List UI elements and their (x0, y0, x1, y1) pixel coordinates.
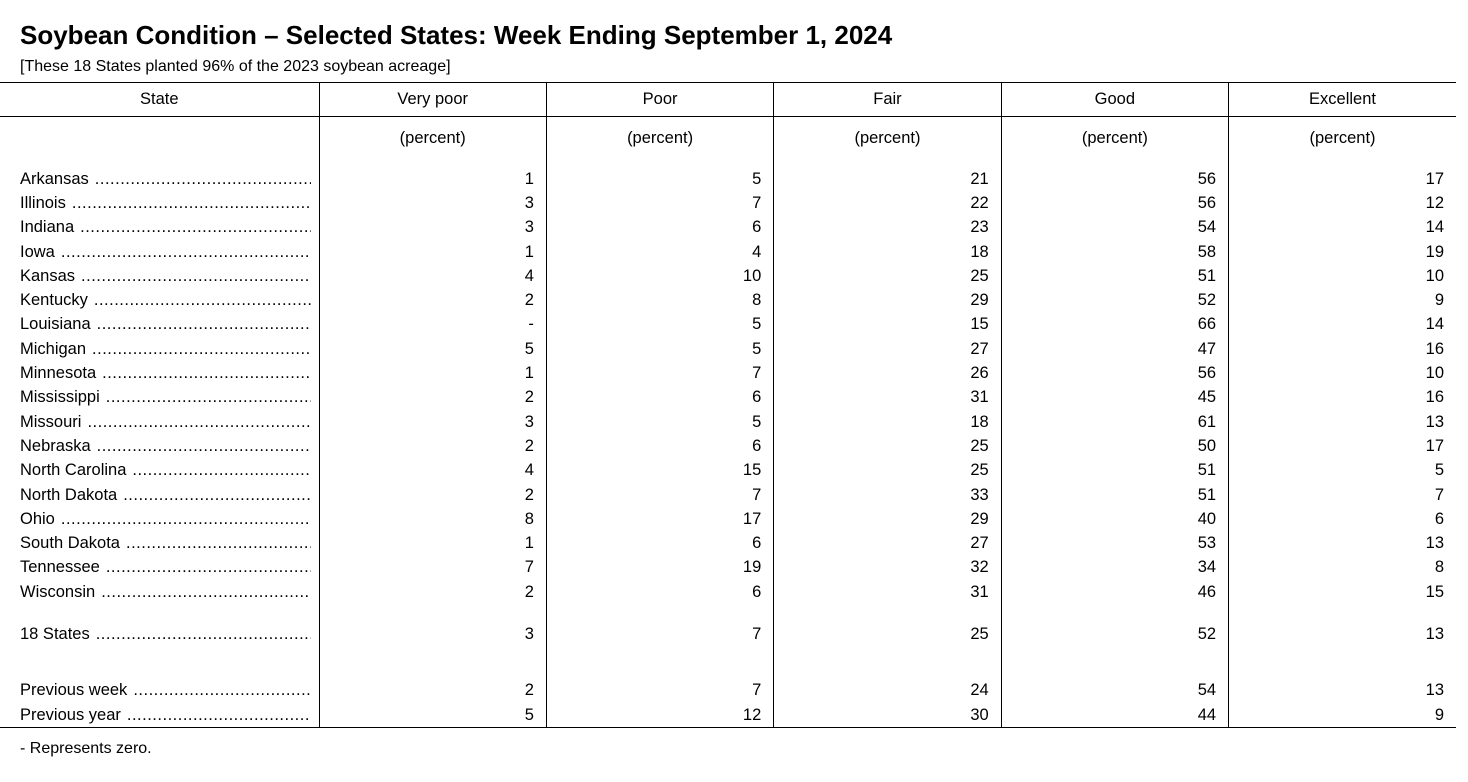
page-title: Soybean Condition – Selected States: Week Ending September 1, 2024 (20, 20, 893, 50)
value-good: 45 (1001, 386, 1228, 410)
table-body (0, 117, 1456, 728)
dot-leader (106, 388, 311, 407)
spacer-cell (319, 604, 546, 622)
column-header-fair: Fair (774, 83, 1001, 117)
value-very-poor: 1 (319, 531, 546, 555)
dot-leader (95, 170, 311, 189)
value-excellent: 13 (1229, 410, 1456, 434)
value-poor: 6 (546, 531, 773, 555)
spacer-cell (546, 159, 773, 167)
value-fair: 18 (774, 410, 1001, 434)
value-excellent: 19 (1229, 240, 1456, 264)
spacer-row (0, 604, 1456, 622)
footnote: - Represents zero. (20, 740, 152, 757)
value-fair: 24 (774, 679, 1001, 703)
state-row (0, 191, 1456, 215)
dot-leader (81, 267, 310, 286)
value-poor: 19 (546, 556, 773, 580)
row-label-cell (0, 410, 319, 434)
value-good: 61 (1001, 410, 1228, 434)
state-row (0, 556, 1456, 580)
column-header-state: State (0, 83, 319, 117)
value-good: 54 (1001, 679, 1228, 703)
row-label-cell (0, 434, 319, 458)
spacer-cell (1001, 159, 1228, 167)
spacer-cell (1001, 647, 1228, 679)
row-label-cell (0, 556, 319, 580)
value-fair: 27 (774, 337, 1001, 361)
spacer-cell (1229, 604, 1456, 622)
value-poor: 7 (546, 622, 773, 646)
value-very-poor: 4 (319, 459, 546, 483)
value-excellent: 12 (1229, 191, 1456, 215)
value-excellent: 15 (1229, 580, 1456, 604)
column-header-excellent: Excellent (1229, 83, 1456, 117)
value-poor: 7 (546, 191, 773, 215)
value-fair: 31 (774, 580, 1001, 604)
value-very-poor: 2 (319, 434, 546, 458)
row-label-cell (0, 703, 319, 728)
value-good: 51 (1001, 264, 1228, 288)
value-good: 56 (1001, 191, 1228, 215)
value-very-poor: 2 (319, 679, 546, 703)
page-subtitle: [These 18 States planted 96% of the 2023 soybean acreage] (20, 58, 451, 75)
state-row (0, 240, 1456, 264)
row-label-cell (0, 459, 319, 483)
value-good: 54 (1001, 216, 1228, 240)
state-row (0, 264, 1456, 288)
dot-leader (102, 364, 310, 383)
value-excellent: 16 (1229, 337, 1456, 361)
spacer-cell (1229, 159, 1456, 167)
dot-leader (101, 583, 310, 602)
row-label: Missouri (20, 412, 82, 431)
row-label: Previous week (20, 681, 128, 700)
row-label: Previous year (20, 705, 121, 724)
column-header-poor: Poor (546, 83, 773, 117)
value-poor: 7 (546, 679, 773, 703)
row-label-cell (0, 386, 319, 410)
value-good: 66 (1001, 313, 1228, 337)
spacer-cell (0, 159, 319, 167)
value-fair: 15 (774, 313, 1001, 337)
row-label: Wisconsin (20, 582, 96, 601)
value-fair: 33 (774, 483, 1001, 507)
state-row (0, 434, 1456, 458)
row-label: Illinois (20, 193, 66, 212)
spacer-row (0, 159, 1456, 167)
dot-leader (97, 437, 311, 456)
value-excellent: 16 (1229, 386, 1456, 410)
dot-leader (126, 534, 311, 553)
value-very-poor: - (319, 313, 546, 337)
row-label: Louisiana (20, 315, 91, 334)
value-very-poor: 7 (319, 556, 546, 580)
value-excellent: 7 (1229, 483, 1456, 507)
state-row (0, 386, 1456, 410)
spacer-cell (774, 159, 1001, 167)
row-label: Minnesota (20, 364, 97, 383)
value-excellent: 13 (1229, 679, 1456, 703)
value-fair: 29 (774, 288, 1001, 312)
dot-leader (106, 558, 311, 577)
value-very-poor: 5 (319, 703, 546, 728)
value-excellent: 5 (1229, 459, 1456, 483)
value-fair: 29 (774, 507, 1001, 531)
state-row (0, 167, 1456, 191)
state-row (0, 216, 1456, 240)
value-very-poor: 2 (319, 288, 546, 312)
row-label: Nebraska (20, 436, 91, 455)
value-good: 50 (1001, 434, 1228, 458)
unit-row (0, 117, 1456, 160)
value-fair: 21 (774, 167, 1001, 191)
value-fair: 25 (774, 434, 1001, 458)
row-label: Kentucky (20, 291, 88, 310)
spacer-cell (546, 604, 773, 622)
row-label-cell (0, 337, 319, 361)
header-row (0, 83, 1456, 117)
unit-cell: (percent) (546, 117, 773, 160)
value-fair: 27 (774, 531, 1001, 555)
spacer-cell (1229, 647, 1456, 679)
dot-leader (123, 486, 310, 505)
row-label-cell (0, 622, 319, 646)
state-row (0, 410, 1456, 434)
value-fair: 25 (774, 459, 1001, 483)
column-header-good: Good (1001, 83, 1228, 117)
value-poor: 5 (546, 167, 773, 191)
dot-leader (97, 315, 311, 334)
dot-leader (92, 340, 310, 359)
value-good: 47 (1001, 337, 1228, 361)
value-excellent: 9 (1229, 703, 1456, 728)
value-excellent: 9 (1229, 288, 1456, 312)
row-label-cell (0, 191, 319, 215)
value-poor: 17 (546, 507, 773, 531)
value-fair: 25 (774, 264, 1001, 288)
row-label-cell (0, 313, 319, 337)
spacer-cell (319, 159, 546, 167)
total-row (0, 622, 1456, 646)
state-row (0, 337, 1456, 361)
row-label: Kansas (20, 266, 76, 285)
value-excellent: 6 (1229, 507, 1456, 531)
state-row (0, 507, 1456, 531)
value-very-poor: 5 (319, 337, 546, 361)
value-excellent: 10 (1229, 264, 1456, 288)
value-good: 52 (1001, 622, 1228, 646)
row-label-cell (0, 580, 319, 604)
column-header-very-poor: Very poor (319, 83, 546, 117)
value-very-poor: 1 (319, 167, 546, 191)
spacer-cell (774, 604, 1001, 622)
row-label-cell (0, 483, 319, 507)
row-label-cell (0, 507, 319, 531)
row-label: North Carolina (20, 461, 127, 480)
value-poor: 4 (546, 240, 773, 264)
row-label-cell (0, 264, 319, 288)
dot-leader (96, 625, 311, 644)
row-label: Arkansas (20, 169, 89, 188)
value-good: 46 (1001, 580, 1228, 604)
value-fair: 32 (774, 556, 1001, 580)
dot-leader (72, 194, 311, 213)
value-excellent: 13 (1229, 531, 1456, 555)
value-fair: 25 (774, 622, 1001, 646)
value-very-poor: 2 (319, 483, 546, 507)
row-label: Iowa (20, 242, 55, 261)
spacer-row (0, 647, 1456, 679)
spacer-cell (546, 647, 773, 679)
value-good: 56 (1001, 167, 1228, 191)
value-excellent: 10 (1229, 361, 1456, 385)
row-label-cell (0, 361, 319, 385)
value-good: 44 (1001, 703, 1228, 728)
value-poor: 7 (546, 361, 773, 385)
value-fair: 26 (774, 361, 1001, 385)
dot-leader (61, 243, 311, 262)
value-very-poor: 1 (319, 240, 546, 264)
row-label: Ohio (20, 509, 55, 528)
row-label: North Dakota (20, 485, 118, 504)
dot-leader (61, 510, 311, 529)
state-row (0, 531, 1456, 555)
value-excellent: 14 (1229, 216, 1456, 240)
value-very-poor: 3 (319, 191, 546, 215)
row-label-cell (0, 679, 319, 703)
value-very-poor: 2 (319, 580, 546, 604)
unit-cell: (percent) (774, 117, 1001, 160)
state-row (0, 361, 1456, 385)
row-label: 18 States (20, 624, 90, 643)
value-good: 53 (1001, 531, 1228, 555)
dot-leader (87, 413, 310, 432)
value-fair: 23 (774, 216, 1001, 240)
value-very-poor: 3 (319, 410, 546, 434)
value-very-poor: 3 (319, 622, 546, 646)
value-good: 40 (1001, 507, 1228, 531)
spacer-cell (1001, 604, 1228, 622)
value-poor: 10 (546, 264, 773, 288)
row-label: Indiana (20, 218, 75, 237)
value-fair: 30 (774, 703, 1001, 728)
unit-cell: (percent) (319, 117, 546, 160)
value-poor: 5 (546, 313, 773, 337)
unit-cell: (percent) (1229, 117, 1456, 160)
value-good: 52 (1001, 288, 1228, 312)
row-label: Michigan (20, 339, 87, 358)
dot-leader (133, 681, 310, 700)
value-poor: 15 (546, 459, 773, 483)
row-label: Mississippi (20, 388, 100, 407)
state-row (0, 313, 1456, 337)
dot-leader (127, 706, 311, 725)
value-fair: 18 (774, 240, 1001, 264)
value-excellent: 17 (1229, 167, 1456, 191)
row-label: South Dakota (20, 534, 120, 553)
row-label-cell (0, 531, 319, 555)
value-poor: 12 (546, 703, 773, 728)
value-poor: 5 (546, 410, 773, 434)
value-fair: 22 (774, 191, 1001, 215)
value-very-poor: 4 (319, 264, 546, 288)
row-label-cell (0, 167, 319, 191)
dot-leader (132, 461, 310, 480)
value-poor: 6 (546, 216, 773, 240)
value-excellent: 17 (1229, 434, 1456, 458)
spacer-cell (319, 647, 546, 679)
comparison-row (0, 703, 1456, 728)
value-poor: 8 (546, 288, 773, 312)
spacer-cell (774, 647, 1001, 679)
value-poor: 5 (546, 337, 773, 361)
condition-table (0, 82, 1456, 728)
spacer-cell (0, 604, 319, 622)
row-label: Tennessee (20, 558, 100, 577)
value-excellent: 14 (1229, 313, 1456, 337)
value-poor: 6 (546, 434, 773, 458)
state-row (0, 459, 1456, 483)
dot-leader (80, 218, 310, 237)
row-label-cell (0, 216, 319, 240)
dot-leader (94, 291, 311, 310)
value-good: 56 (1001, 361, 1228, 385)
comparison-row (0, 679, 1456, 703)
value-very-poor: 1 (319, 361, 546, 385)
value-good: 58 (1001, 240, 1228, 264)
row-label-cell (0, 240, 319, 264)
value-good: 34 (1001, 556, 1228, 580)
row-label-cell (0, 288, 319, 312)
unit-cell: (percent) (1001, 117, 1228, 160)
value-poor: 6 (546, 580, 773, 604)
state-row (0, 580, 1456, 604)
state-row (0, 483, 1456, 507)
value-excellent: 8 (1229, 556, 1456, 580)
value-poor: 6 (546, 386, 773, 410)
state-row (0, 288, 1456, 312)
value-very-poor: 3 (319, 216, 546, 240)
unit-cell-empty (0, 117, 319, 160)
value-very-poor: 8 (319, 507, 546, 531)
value-good: 51 (1001, 483, 1228, 507)
value-good: 51 (1001, 459, 1228, 483)
value-poor: 7 (546, 483, 773, 507)
value-fair: 31 (774, 386, 1001, 410)
spacer-cell (0, 647, 319, 679)
value-excellent: 13 (1229, 622, 1456, 646)
value-very-poor: 2 (319, 386, 546, 410)
